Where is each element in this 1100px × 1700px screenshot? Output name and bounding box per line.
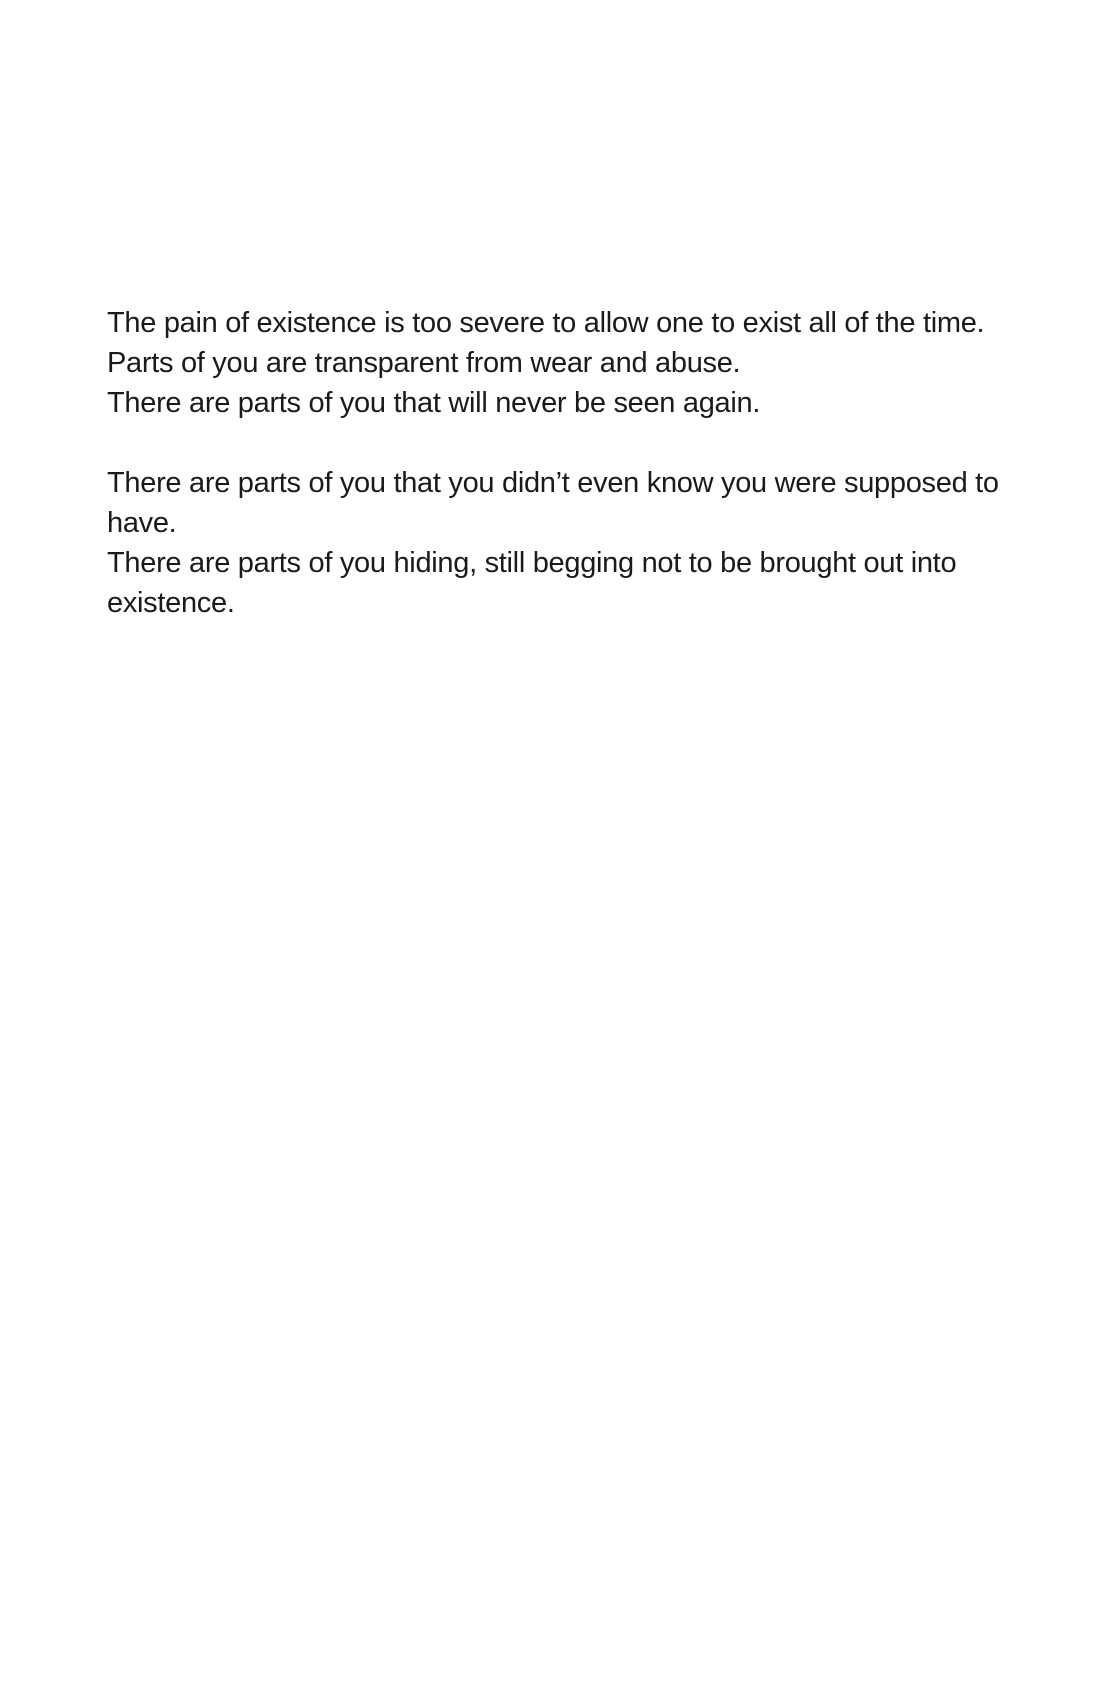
poem-line: There are parts of you that you didn’t even know you were supposed to have. — [107, 467, 999, 539]
poem-body — [107, 303, 1007, 623]
poem-line: The pain of existence is too severe to allow one to exist all of the time. — [107, 307, 985, 339]
stanza-1 — [107, 303, 1007, 423]
poem-line: Parts of you are transparent from wear and abuse. — [107, 347, 741, 379]
stanza-2 — [107, 463, 1007, 623]
poem-line: There are parts of you that will never be seen again. — [107, 387, 761, 419]
poem-line: There are parts of you hiding, still begging not to be brought out into existence. — [107, 547, 957, 619]
